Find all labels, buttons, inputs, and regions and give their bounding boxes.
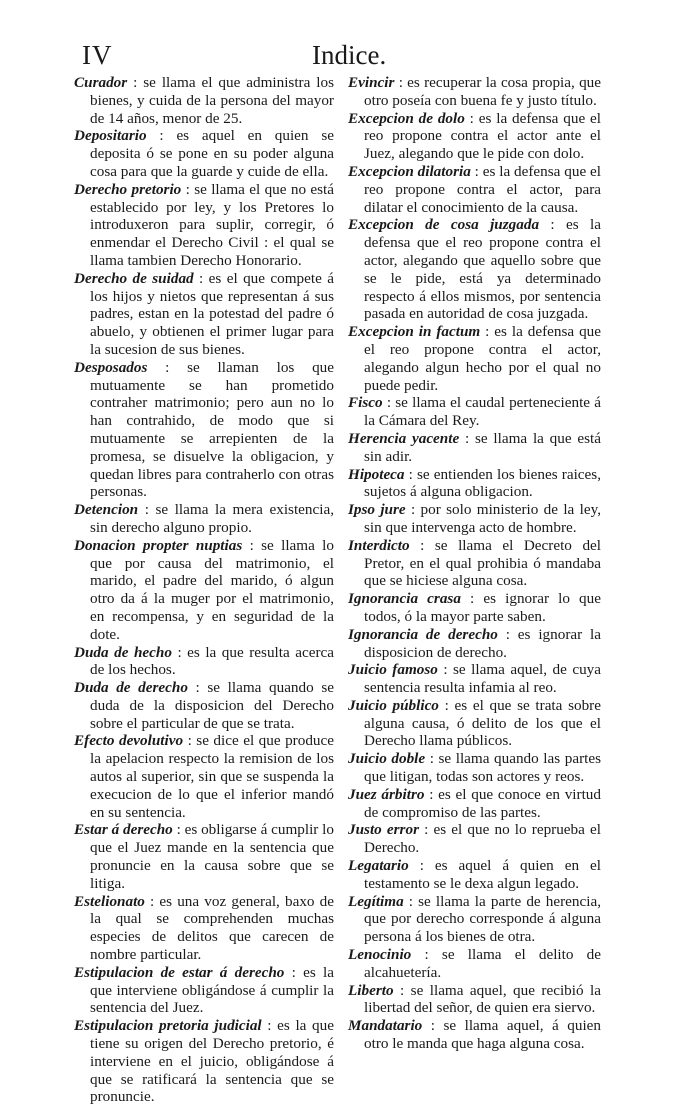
entry-term: Detencion xyxy=(74,501,139,519)
index-entry xyxy=(348,982,601,1018)
entry-term: Estelionato xyxy=(74,892,145,910)
index-entry xyxy=(74,537,334,644)
entry-definition: : se llama lo que por causa del matrimonio, el marido, el padre del marido, ó algun otro da á la muger por el matrimonio, en recompensa, y en seguridad de la dote. xyxy=(90,536,334,643)
index-entry xyxy=(348,821,601,857)
entry-term: Interdicto xyxy=(348,536,410,554)
index-entry xyxy=(74,1017,334,1106)
entry-term: Donacion propter nuptias xyxy=(74,536,243,554)
index-entry xyxy=(348,1017,601,1053)
index-entry xyxy=(348,661,601,697)
index-entry xyxy=(348,216,601,323)
entry-definition: : se llama quando se duda de la disposicion del Derecho sobre el particular de que se trata. xyxy=(90,679,334,732)
entry-definition: : es la que tiene su origen del Derecho pretorio, é interviene en el juicio, obligándose á que se ratificará la sentencia que se pronuncie. xyxy=(90,1017,334,1106)
index-entry xyxy=(74,821,334,892)
entry-term: Estipulacion pretoria judicial xyxy=(74,1017,262,1035)
entry-definition: : es la defensa que el reo propone contra el actor, alegando que aquello sobre que se le pide, está ya determinado respecto á ellos mismos, por sentencia pasada en autoridad de cosa juzgada. xyxy=(364,216,601,323)
entry-definition: : se llama el caudal perteneciente á la Cámara del Rey. xyxy=(364,394,601,430)
index-entry xyxy=(74,679,334,732)
entry-term: Desposados xyxy=(74,358,148,376)
entry-term: Curador xyxy=(74,74,128,91)
entry-term: Estar á derecho xyxy=(74,821,173,839)
entry-definition: : es el que compete á los hijos y nietos que representan á sus padres, estan en la potestad del padre ó abuelo, y obtienen el primer lugar para la sucesion de sus bienes. xyxy=(90,269,334,358)
entry-term: Legatario xyxy=(348,857,409,875)
entry-term: Estipulacion de estar á derecho xyxy=(74,963,285,981)
entry-definition: : se llama el que no está establecido por ley, y los Pretores lo introduxeron para suplir, corregir, ó enmendar el Derecho Civil : el qual se llama tambien Derecho Honorario. xyxy=(90,180,334,269)
entry-definition: : se dice el que produce la apelacion respecto la remision de los autos al superior, sin que se suspenda la execucion de lo que el inferior mandó en su sentencia. xyxy=(90,732,334,821)
entry-definition: : se llama el Decreto del Pretor, en el qual prohibia ó mandaba que se hiciese alguna cosa. xyxy=(364,536,601,590)
index-entry xyxy=(348,163,601,216)
entry-term: Juez árbitro xyxy=(348,785,425,803)
entry-definition: : se llama aquel, de cuya sentencia resulta infamia al reo. xyxy=(364,661,601,697)
entry-definition: : se llama la parte de herencia, que por derecho corresponde á alguna persona á los bienes de otra. xyxy=(364,892,601,946)
entry-definition: : es la que interviene obligándose á cumplir la sentencia del Juez. xyxy=(90,963,334,1017)
index-entry xyxy=(74,893,334,964)
index-entry xyxy=(348,501,601,537)
entry-term: Hipoteca xyxy=(348,465,405,483)
index-entry xyxy=(348,590,601,626)
index-entry xyxy=(74,270,334,359)
entry-term: Excepcion dilatoria xyxy=(348,162,471,180)
entry-definition: : es obligarse á cumplir lo que el Juez mande en la sentencia que pronuncie en la causa sobre que se litiga. xyxy=(90,821,334,892)
index-entry xyxy=(74,644,334,680)
entry-term: Lenocinio xyxy=(348,946,412,964)
entry-term: Liberto xyxy=(348,981,394,999)
entry-definition: : se llama quando las partes que litigan, todas son actores y reos. xyxy=(364,750,602,786)
index-entry xyxy=(348,857,601,893)
entry-definition: : se llaman los que mutuamente se han prometido contraher matrimonio; pero aun no lo han contrahido, de modo que si mutuamente se arrepienten de la promesa, se disuelve la obligacion, y quedan libres para contraherlo con otras personas. xyxy=(90,358,334,501)
index-entry xyxy=(74,732,334,821)
entry-definition: : es ignorar lo que todos, ó la mayor parte saben. xyxy=(364,590,601,625)
index-entry xyxy=(74,501,334,537)
entry-term: Herencia yacente xyxy=(348,429,460,447)
entry-term: Excepcion de dolo xyxy=(348,109,465,127)
index-entry xyxy=(348,394,601,430)
entry-term: Legítima xyxy=(348,892,404,910)
entry-definition: : se entienden los bienes raices, sujetos á alguna obligacion. xyxy=(364,465,601,501)
entry-definition: : se llama el que administra los bienes, y cuida de la persona del mayor de 14 años, menor de 25. xyxy=(90,74,334,127)
index-entry xyxy=(348,946,601,982)
entry-term: Juicio famoso xyxy=(348,661,438,679)
entry-term: Excepcion in factum xyxy=(348,323,481,341)
entry-definition: : se llama aquel, que recibió la libertad del señor, de quien era siervo. xyxy=(364,981,601,1017)
entry-definition: : se llama aquel, á quien otro le manda que haga alguna cosa. xyxy=(364,1017,601,1053)
entry-term: Evincir xyxy=(348,74,395,91)
running-header-title: Indice. xyxy=(312,40,387,70)
entry-definition: : es recuperar la cosa propia, que otro poseía con buena fe y justo título. xyxy=(364,74,601,109)
index-entry xyxy=(348,430,601,466)
entry-definition: : por solo ministerio de la ley, sin que intervenga acto de hombre. xyxy=(364,501,601,536)
entry-term: Justo error xyxy=(348,821,419,839)
index-entry xyxy=(74,181,334,270)
entry-definition: : es el que se trata sobre alguna causa, ó delito de los que el Derecho llama públicos. xyxy=(364,696,601,750)
entry-definition: : es la defensa que el reo propone contra el actor, alegando algun hecho por el qual no puede pedir. xyxy=(364,323,601,394)
entry-term: Mandatario xyxy=(348,1017,423,1035)
index-entry xyxy=(348,466,601,502)
entry-definition: : es aquel en quien se deposita ó se pone en su poder alguna cosa para que la guarde y cuide de ella. xyxy=(90,127,334,180)
index-entry xyxy=(348,786,601,822)
entry-definition: : es la defensa que el reo propone contra el actor, para dilatar el conocimiento de la causa. xyxy=(364,162,601,216)
index-entry xyxy=(348,697,601,750)
entry-term: Excepcion de cosa juzgada xyxy=(348,216,540,234)
entry-term: Ipso jure xyxy=(348,501,406,519)
entry-definition: : es la que resulta acerca de los hechos. xyxy=(90,643,335,679)
entry-definition: : se llama el delito de alcahuetería. xyxy=(364,946,601,981)
index-entry xyxy=(74,359,334,501)
entry-definition: : se llama la que está sin adir. xyxy=(364,429,601,465)
index-entry xyxy=(348,74,601,110)
index-entry xyxy=(348,893,601,946)
index-entry xyxy=(348,626,601,662)
index-entry xyxy=(348,323,601,394)
entry-term: Duda de hecho xyxy=(74,643,172,661)
entry-term: Duda de derecho xyxy=(74,679,188,697)
left-column xyxy=(74,74,334,1106)
page-number: IV xyxy=(82,40,113,70)
entry-term: Fisco xyxy=(348,394,383,412)
entry-definition: : es la defensa que el reo propone contra el actor ante el Juez, alegando que le pide con dolo. xyxy=(364,109,601,163)
entry-definition: : es una voz general, baxo de la qual se comprehenden muchas especies de delitos que carecen de nombre particular. xyxy=(90,892,334,964)
entry-definition: : se llama la mera existencia, sin derecho alguno propio. xyxy=(90,501,334,536)
entry-definition: : es aquel á quien en el testamento se le dexa algun legado. xyxy=(364,857,601,892)
index-entry xyxy=(74,127,334,180)
entry-term: Juicio público xyxy=(348,696,439,714)
entry-term: Juicio doble xyxy=(348,750,426,768)
index-entry xyxy=(74,964,334,1017)
entry-definition: : es el que conoce en virtud de compromiso de las partes. xyxy=(364,785,601,821)
index-entry xyxy=(348,750,601,786)
entry-definition: : es el que no lo reprueba el Derecho. xyxy=(364,821,601,857)
index-entry xyxy=(348,110,601,163)
right-column xyxy=(348,74,601,1053)
entry-definition: : es ignorar la disposicion de derecho. xyxy=(364,625,601,661)
entry-term: Ignorancia crasa xyxy=(348,590,461,608)
index-entry xyxy=(74,74,334,127)
entry-term: Ignorancia de derecho xyxy=(348,625,498,643)
entry-term: Depositario xyxy=(74,127,147,145)
entry-term: Derecho pretorio xyxy=(74,180,182,198)
index-entry xyxy=(348,537,601,590)
entry-term: Efecto devolutivo xyxy=(74,732,184,750)
entry-term: Derecho de suidad xyxy=(74,269,194,287)
